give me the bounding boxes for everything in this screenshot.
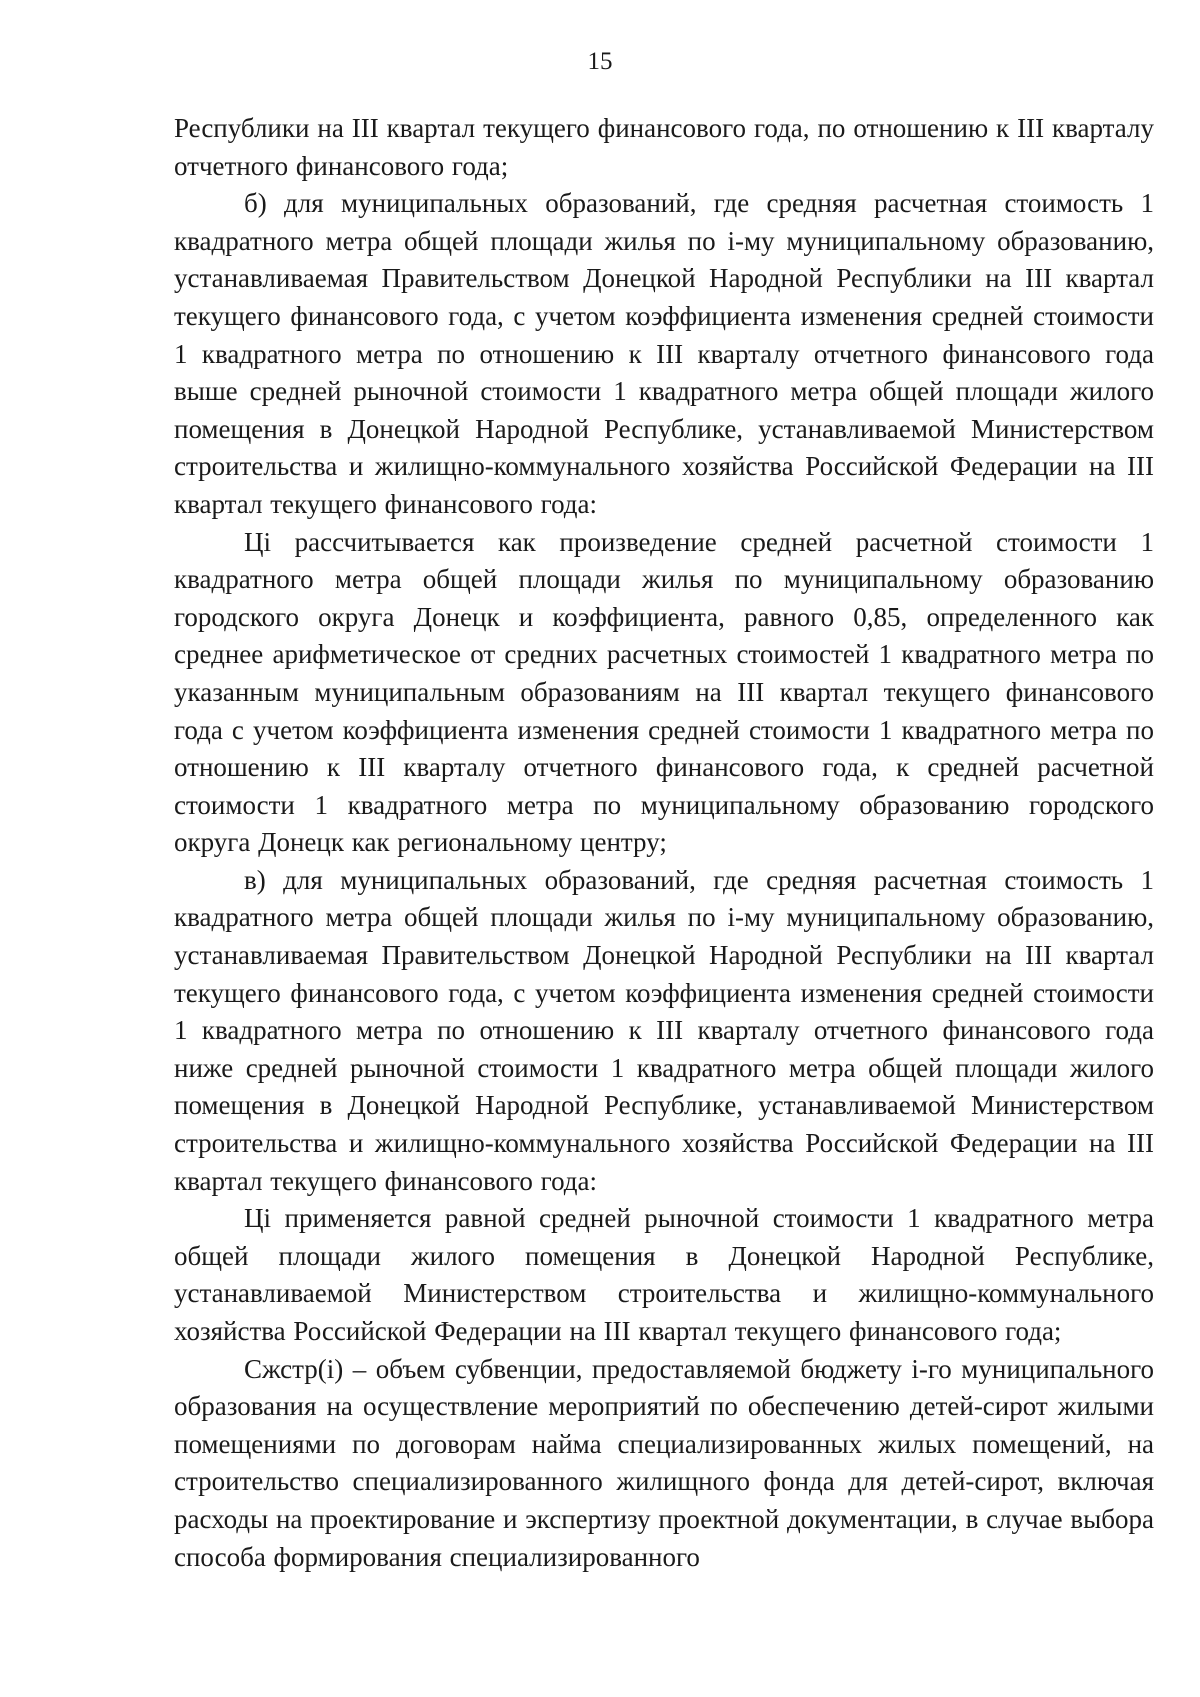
paragraph-ci-calculation: Цi рассчитывается как произведение средней расчетной стоимости 1 квадратного метра общей площади жилья по муниципальному образованию городского округа Донецк и коэффициента, равного 0,85, определенного как среднее арифметическое от средних расчетных стоимостей 1 квадратного метра по указанным муниципальным образованиям на III квартал текущего финансового года с учетом коэффициента изменения средней стоимости 1 квадратного метра по отношению к III кварталу отчетного финансового года, к средней расчетной стоимости 1 квадратного метра по муниципальному образованию городского округа Донецк как региональному центру; [174, 526, 1154, 858]
paragraph-item-v: в) для муниципальных образований, где средняя расчетная стоимость 1 квадратного метра общей площади жилья по i-му муниципальному образованию, устанавливаемая Правительством Донецкой Народной Республики на III квартал текущего финансового года, с учетом коэффициента изменения средней стоимости 1 квадратного метра по отношению к III кварталу отчетного финансового года ниже средней рыночной стоимости 1 квадратного метра общей площади жилого помещения в Донецкой Народной Республике, устанавливаемой Министерством строительства и жилищно-коммунального хозяйства Российской Федерации на III квартал текущего финансового года: [174, 864, 1154, 1196]
paragraph-ci-market-price: Цi применяется равной средней рыночной стоимости 1 квадратного метра общей площади жилого помещения в Донецкой Народной Республике, устанавливаемой Министерством строительства и жилищно-коммунального хозяйства Российской Федерации на III квартал текущего финансового года; [174, 1203, 1154, 1346]
document-body [174, 110, 1154, 1576]
page-number: 15 [587, 48, 613, 75]
paragraph-subvention-definition: Сжстр(i) – объем субвенции, предоставляемой бюджету i-го муниципального образования на осуществление мероприятий по обеспечению детей-сирот жилыми помещениями по договорам найма специализированных жилых помещений, на строительство специализированного жилищного фонда для детей-сирот, включая расходы на проектирование и экспертизу проектной документации, в случае выбора способа формирования специализированного [174, 1353, 1154, 1572]
paragraph-item-b: б) для муниципальных образований, где средняя расчетная стоимость 1 квадратного метра общей площади жилья по i-му муниципальному образованию, устанавливаемая Правительством Донецкой Народной Республики на III квартал текущего финансового года, с учетом коэффициента изменения средней стоимости 1 квадратного метра по отношению к III кварталу отчетного финансового года выше средней рыночной стоимости 1 квадратного метра общей площади жилого помещения в Донецкой Народной Республике, устанавливаемой Министерством строительства и жилищно-коммунального хозяйства Российской Федерации на III квартал текущего финансового года: [174, 188, 1154, 519]
paragraph-continuation: Республики на III квартал текущего финансового года, по отношению к III кварталу отчетного финансового года; [174, 113, 1154, 181]
